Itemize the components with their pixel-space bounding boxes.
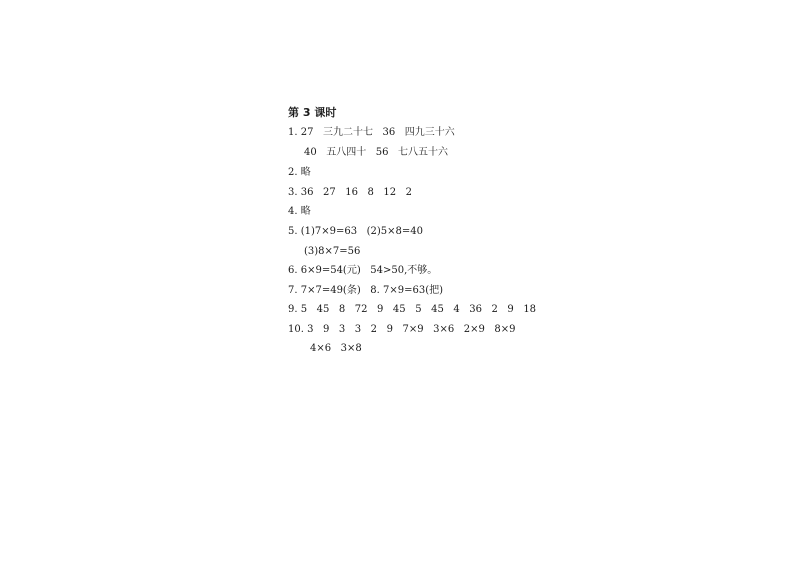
answer-line-1: 1. 27 三九二十七 36 四九三十六 bbox=[288, 127, 455, 138]
answer-line-5: 5. (1)7×9=63 (2)5×8=40 bbox=[288, 226, 423, 237]
answer-line-4: 4. 略 bbox=[288, 206, 311, 217]
answer-line-10-continued: 4×6 3×8 bbox=[310, 343, 362, 354]
answer-line-6: 6. 6×9=54(元) 54>50,不够。 bbox=[288, 265, 438, 276]
answer-line-5-continued: (3)8×7=56 bbox=[304, 246, 361, 257]
answer-line-7-8: 7. 7×7=49(条) 8. 7×9=63(把) bbox=[288, 285, 443, 296]
answer-line-10: 10. 3 9 3 3 2 9 7×9 3×6 2×9 8×9 bbox=[288, 324, 516, 335]
lesson-title: 第 3 课时 bbox=[288, 106, 337, 119]
answer-line-9: 9. 5 45 8 72 9 45 5 45 4 36 2 9 18 bbox=[288, 304, 537, 315]
answer-line-3: 3. 36 27 16 8 12 2 bbox=[288, 187, 413, 198]
answer-line-2: 2. 略 bbox=[288, 167, 311, 178]
answer-line-1-continued: 40 五八四十 56 七八五十六 bbox=[304, 147, 449, 158]
